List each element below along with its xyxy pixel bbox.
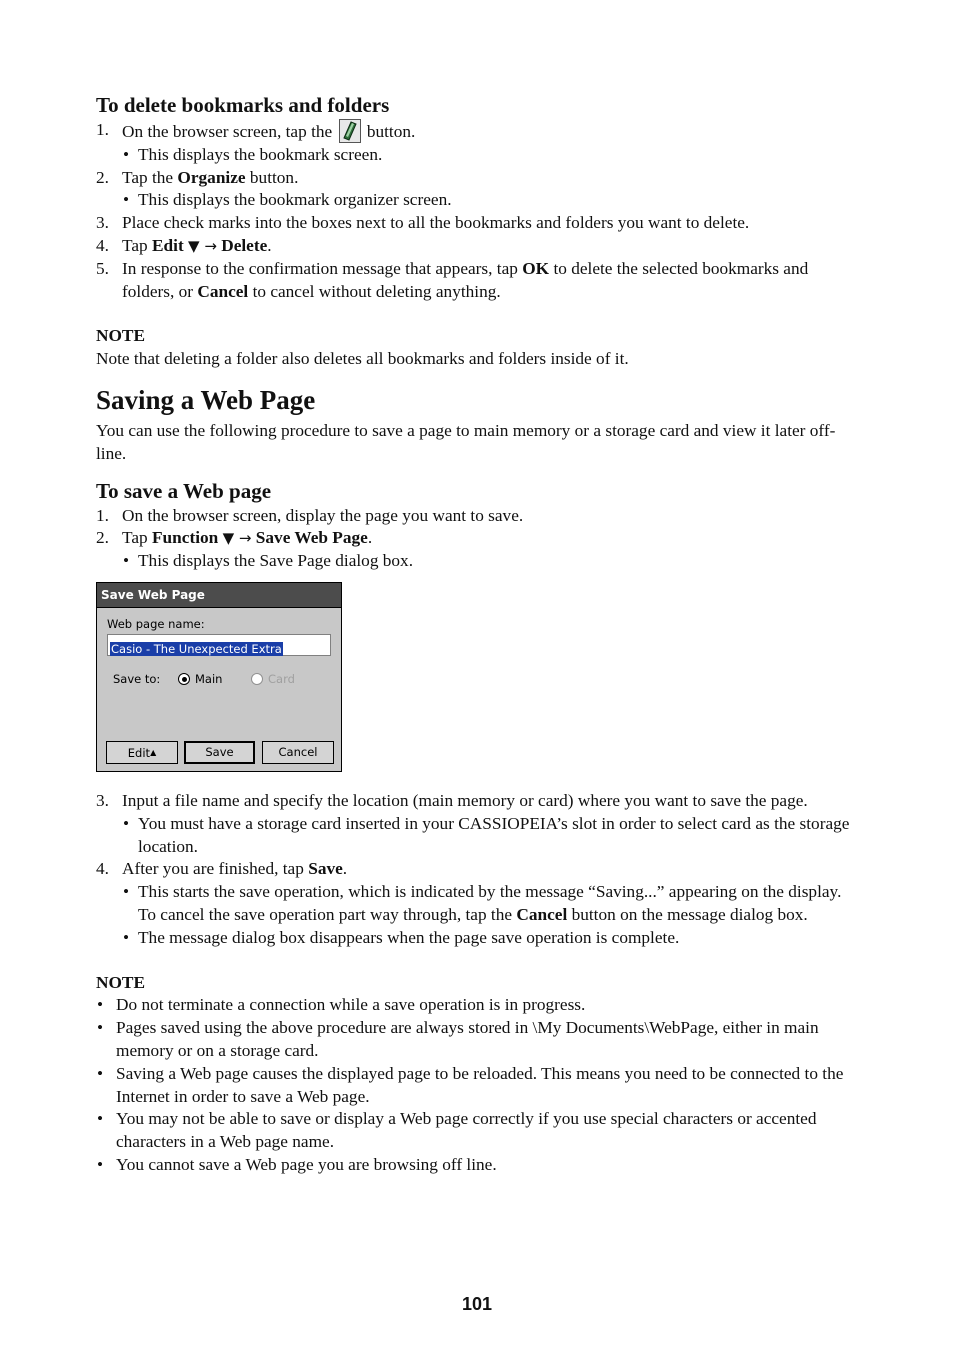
save-web-page-dialog xyxy=(96,582,342,772)
subsection-heading-save: To save a Web page xyxy=(96,478,272,503)
bullet-item: • You must have a storage card inserted in your CASSIOPEIA’s slot in order to select card as the storage location. xyxy=(122,813,858,859)
web-page-name-input[interactable]: Casio - The Unexpected Extra xyxy=(107,634,331,656)
save-to-label: Save to: xyxy=(113,671,161,686)
dialog-title: Save Web Page xyxy=(97,583,341,608)
intro-paragraph: You can use the following procedure to save a page to main memory or a storage card and view it later off-line. xyxy=(96,420,836,463)
save-steps-b xyxy=(96,790,858,950)
bullet-item: • This displays the Save Page dialog box. xyxy=(122,550,858,573)
document-page xyxy=(96,92,858,1177)
bullet-item: • This displays the bookmark organizer screen. xyxy=(122,189,858,212)
radio-main[interactable]: Main xyxy=(178,668,222,691)
note-item: • Pages saved using the above procedure are always stored in \My Documents\WebPage, either in main memory or on a storage card. xyxy=(96,1017,858,1063)
bookmark-icon xyxy=(339,119,361,143)
dropdown-arrow-icon: ▼ → xyxy=(222,529,252,548)
save-steps-a xyxy=(96,505,858,573)
step-item: 3. Place check marks into the boxes next to all the bookmarks and folders you want to delete. xyxy=(96,213,750,233)
save-button[interactable]: Save xyxy=(184,741,255,764)
bullet-item: • The message dialog box disappears when the page save operation is complete. xyxy=(122,927,858,950)
bullet-item: • This displays the bookmark screen. xyxy=(122,144,858,167)
caret-up-icon: ▲ xyxy=(150,747,157,757)
edit-button[interactable]: Edit▲ xyxy=(106,741,178,764)
radio-unselected-icon xyxy=(251,673,263,685)
page-number: 101 xyxy=(461,1294,493,1314)
delete-steps xyxy=(96,119,858,303)
note-title: NOTE xyxy=(96,326,145,346)
step-item: 5. In response to the confirmation message that appears, tap OK to delete the selected bookmarks and folders, or Cancel to cancel without deleting anything. xyxy=(96,258,809,301)
web-page-name-label: Web page name: xyxy=(107,616,205,631)
note-item: • Saving a Web page causes the displayed page to be reloaded. This means you need to be connected to the Internet in order to save a Web page. xyxy=(96,1063,858,1109)
note-list xyxy=(96,994,858,1176)
step-item: 3. Input a file name and specify the location (main memory or card) where you want to save the page. • You must have a storage card inserted in your CASSIOPEIA’s slot in order to select card as the storage location. xyxy=(96,790,858,858)
note-item: • You may not be able to save or display a Web page correctly if you use special characters or accented characters in a Web page name. xyxy=(96,1108,858,1154)
step-item: 1. On the browser screen, tap the button. • This displays the bookmark screen. xyxy=(96,119,858,167)
step-item: 4. After you are finished, tap Save. • This starts the save operation, which is indicated by the message “Saving...” appearing on the display. To cancel the save operation part way through, tap the Cancel button on the message dialog box. • The message dialog box disappears when the page save operation is complete. xyxy=(96,858,858,949)
note-title: NOTE xyxy=(96,972,145,992)
note-item: • You cannot save a Web page you are browsing off line. xyxy=(96,1154,858,1177)
step-item: 2. Tap Function ▼ → Save Web Page. • This displays the Save Page dialog box. xyxy=(96,527,858,573)
section-heading-delete: To delete bookmarks and folders xyxy=(96,93,390,117)
step-item: 2. Tap the Organize button. • This displays the bookmark organizer screen. xyxy=(96,167,858,213)
radio-selected-icon xyxy=(178,673,190,685)
dropdown-arrow-icon: ▼ → xyxy=(188,236,217,255)
note-item: • Do not terminate a connection while a save operation is in progress. xyxy=(96,994,858,1017)
radio-card[interactable]: Card xyxy=(251,668,295,691)
note-text: Note that deleting a folder also deletes all bookmarks and folders inside of it. xyxy=(96,349,629,369)
step-item: 4. Tap Edit ▼ → Delete. xyxy=(96,235,272,255)
section-heading-saving: Saving a Web Page xyxy=(96,384,316,415)
bullet-item: • This starts the save operation, which is indicated by the message “Saving...” appearing on the display. To cancel the save operation part way through, tap the Cancel button on the message dialog box. xyxy=(122,881,858,927)
cancel-button[interactable]: Cancel xyxy=(262,741,334,764)
step-item: 1. On the browser screen, display the page you want to save. xyxy=(96,505,524,525)
